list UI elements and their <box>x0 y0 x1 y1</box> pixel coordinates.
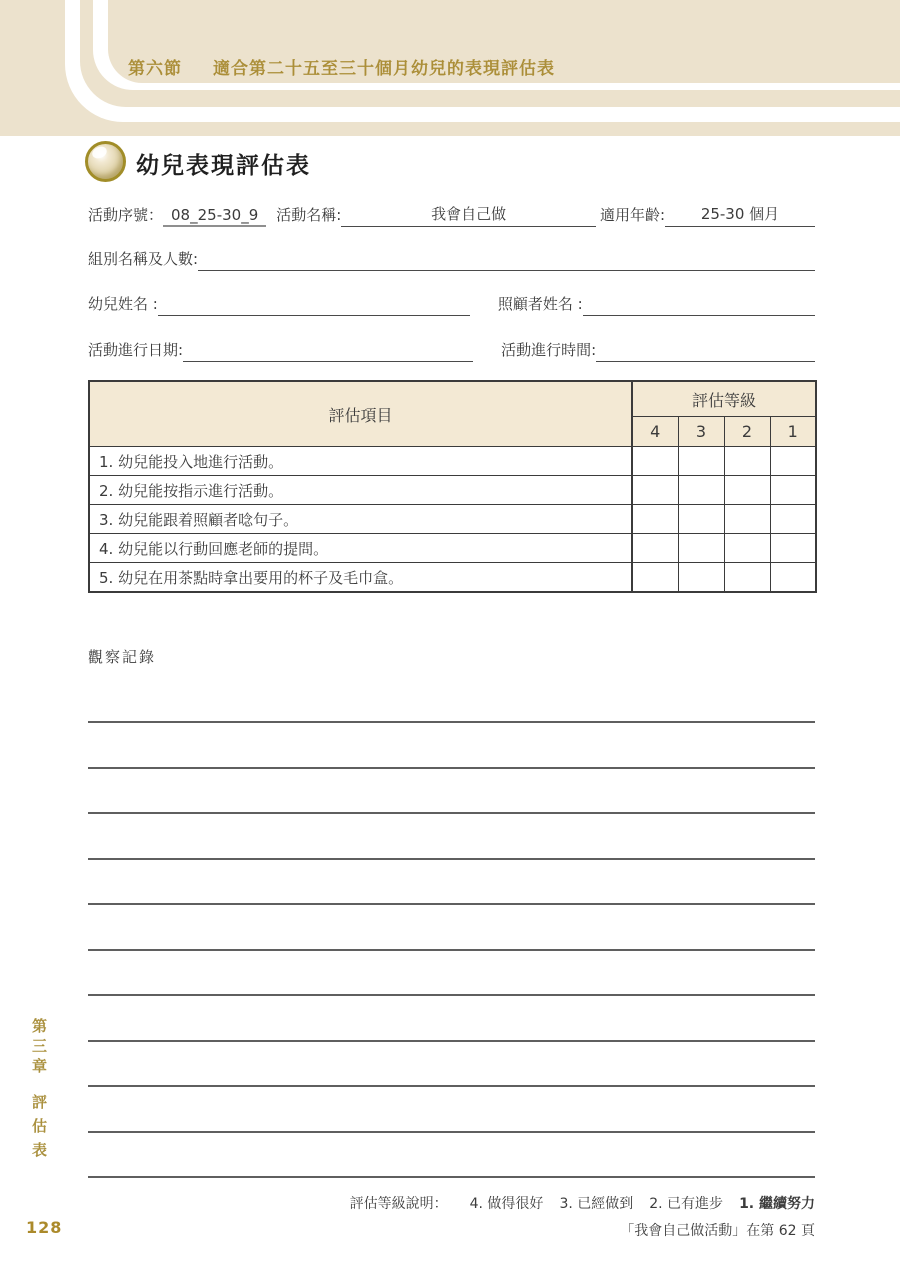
item-text: 3. 幼兒能跟着照顧者唸句子。 <box>89 505 632 534</box>
legend-item: 3. 已經做到 <box>559 1196 634 1212</box>
grade-cell <box>632 476 678 505</box>
table-row <box>89 505 816 534</box>
blank-writing-line <box>88 1176 815 1178</box>
pearl-bullet-icon <box>85 141 126 182</box>
grade-cell <box>632 447 678 476</box>
grade-4-header: 4 <box>632 417 678 447</box>
grade-cell <box>724 505 770 534</box>
grade-cell <box>724 563 770 593</box>
legend-item: 2. 已有進步 <box>649 1196 724 1212</box>
form-row-group <box>88 248 815 271</box>
grade-cell <box>770 563 816 593</box>
blank-writing-line <box>88 994 815 996</box>
legend-label: 評估等級說明： <box>349 1196 448 1212</box>
sidebar-chapter-tab <box>29 1018 50 1166</box>
grade-cell <box>678 563 724 593</box>
item-text: 2. 幼兒能按指示進行活動。 <box>89 476 632 505</box>
grade-2-header: 2 <box>724 417 770 447</box>
grade-cell <box>724 447 770 476</box>
item-text: 5. 幼兒在用茶點時拿出要用的杯子及毛巾盒。 <box>89 563 632 593</box>
legend-item: 1. 繼續努力 <box>739 1196 815 1212</box>
grade-3-header: 3 <box>678 417 724 447</box>
table-row <box>89 447 816 476</box>
activity-name-label: 活動名稱: <box>276 206 342 224</box>
group-label: 組別名稱及人數: <box>88 250 199 268</box>
grade-cell <box>678 534 724 563</box>
blank-writing-line <box>88 1131 815 1133</box>
activity-name-field: 我會自己做 <box>341 203 596 227</box>
grade-cell <box>632 563 678 593</box>
activity-no-label: 活動序號： <box>88 206 164 224</box>
grade-cell <box>770 505 816 534</box>
grade-legend <box>350 1193 815 1213</box>
blank-writing-line <box>88 812 815 814</box>
grade-1-header: 1 <box>770 417 816 447</box>
child-name-field <box>158 295 470 316</box>
group-field <box>198 250 815 271</box>
carer-name-field <box>583 295 815 316</box>
grade-cell <box>632 505 678 534</box>
activity-page-reference: 「我會自己做活動」在第 62 頁 <box>620 1223 815 1239</box>
time-field <box>596 341 815 362</box>
date-field <box>183 341 473 362</box>
grade-cell <box>678 476 724 505</box>
blank-writing-line <box>88 903 815 905</box>
chapter-sub-label: 評估表 <box>30 1094 48 1166</box>
form-row-datetime <box>88 339 815 362</box>
grade-cell <box>724 476 770 505</box>
child-name-label: 幼兒姓名 : <box>88 295 158 313</box>
table-row <box>89 563 816 593</box>
activity-no-value: 08_25-30_9 <box>163 206 266 227</box>
observation-label: 觀察記錄 <box>88 648 157 666</box>
age-field: 25-30 個月 <box>665 203 815 227</box>
grade-cell <box>770 476 816 505</box>
banner-inner-panel <box>108 0 900 83</box>
section-title: 適合第二十五至三十個月幼兒的表現評估表 <box>213 59 555 79</box>
form-row-names <box>88 293 815 316</box>
grade-cell <box>724 534 770 563</box>
grade-cell <box>678 447 724 476</box>
observation-ruled-lines <box>88 721 815 1222</box>
grade-cell <box>770 447 816 476</box>
table-row <box>89 534 816 563</box>
blank-writing-line <box>88 721 815 723</box>
blank-writing-line <box>88 1040 815 1042</box>
legend-item: 4. 做得很好 <box>469 1196 544 1212</box>
age-label: 適用年齡: <box>599 206 665 224</box>
section-label: 第六節 <box>128 59 182 79</box>
blank-writing-line <box>88 949 815 951</box>
table-row <box>89 476 816 505</box>
page-number: 128 <box>26 1218 63 1237</box>
item-column-header: 評估項目 <box>89 381 632 447</box>
blank-writing-line <box>88 858 815 860</box>
grade-column-header: 評估等級 <box>632 381 816 417</box>
date-label: 活動進行日期: <box>88 341 184 359</box>
blank-writing-line <box>88 767 815 769</box>
form-row-activity <box>88 203 815 227</box>
carer-name-label: 照顧者姓名 : <box>497 295 583 313</box>
chapter-label: 第三章 <box>30 1018 48 1078</box>
evaluation-table <box>88 380 817 593</box>
form-title: 幼兒表現評估表 <box>136 153 311 179</box>
blank-writing-line <box>88 1085 815 1087</box>
grade-cell <box>770 534 816 563</box>
grade-cell <box>632 534 678 563</box>
grade-cell <box>678 505 724 534</box>
item-text: 1. 幼兒能投入地進行活動。 <box>89 447 632 476</box>
time-label: 活動進行時間: <box>501 341 597 359</box>
item-text: 4. 幼兒能以行動回應老師的提問。 <box>89 534 632 563</box>
